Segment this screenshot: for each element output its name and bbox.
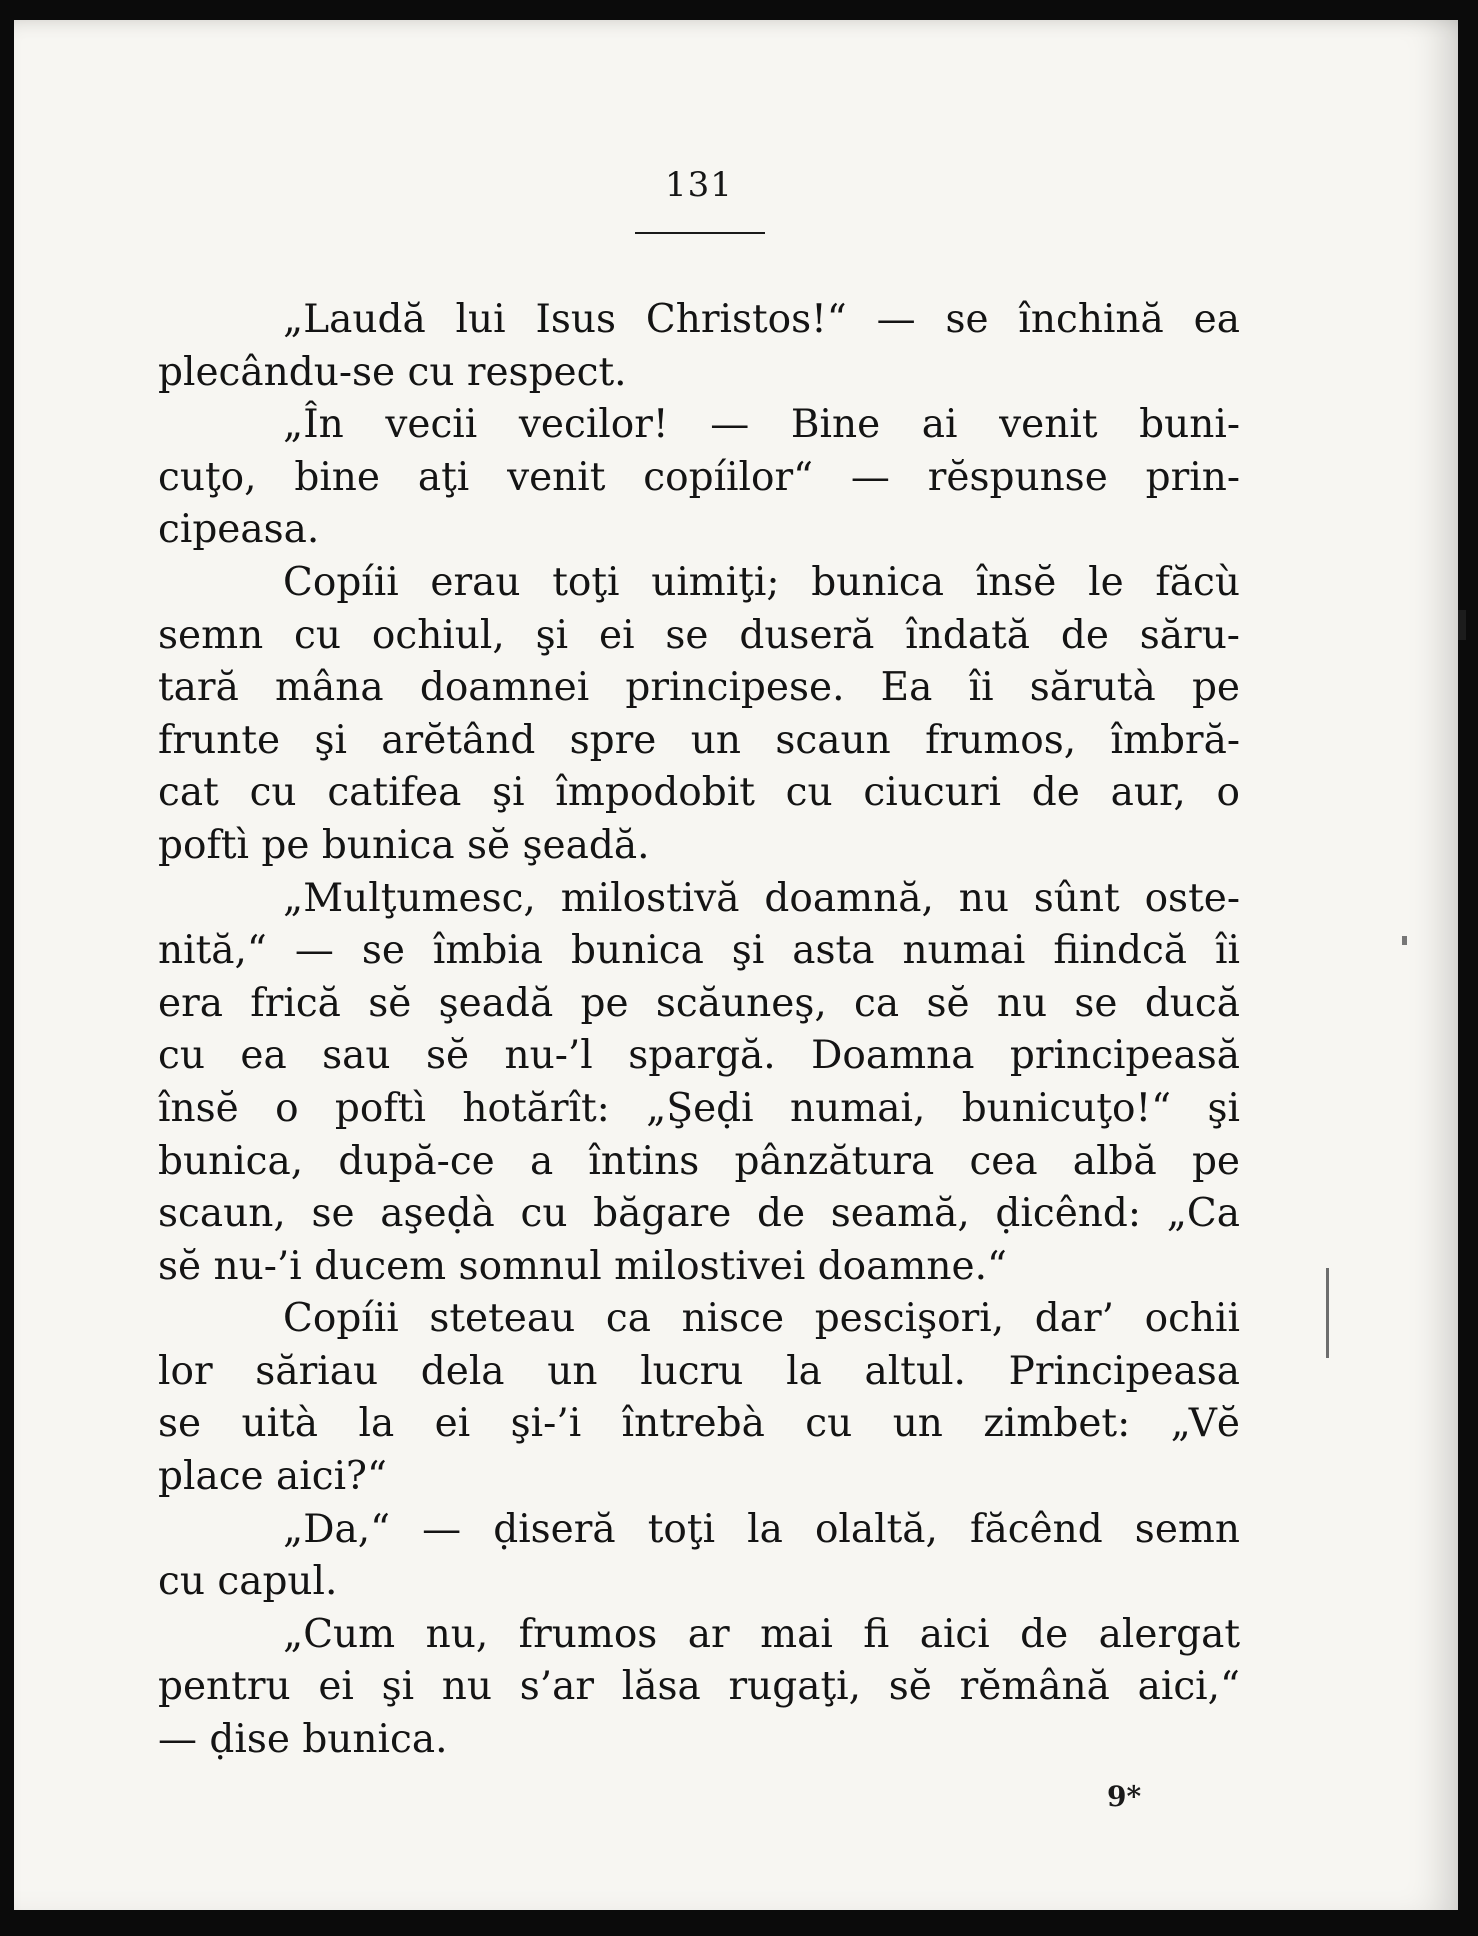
text-line: cu ea sau sĕ nu-’l spargă. Doamna principeasă [158,1033,1240,1079]
text-line: se uità la ei şi-’i întrebà cu un zimbet: „Vĕ [158,1401,1240,1447]
text-line: poftì pe bunica sĕ şeadă. [158,822,650,868]
text-line: semn cu ochiul, şi ei se duseră îndată de săru- [158,612,1240,658]
margin-speck [1458,610,1466,640]
text-line: — ḍise bunica. [158,1717,448,1763]
text-line: Copíii erau toţi uimiţi; bunica însĕ le făcù [283,559,1240,605]
text-line: nită,“ — se îmbia bunica şi asta numai fiindcă îi [158,928,1240,974]
text-line: Copíii steteau ca nisce pescişori, dar’ ochii [283,1296,1240,1342]
text-line: „În vecii vecilor! — Bine ai venit buni- [283,402,1240,448]
text-line: „Mulţumesc, milostivă doamnă, nu sûnt oste- [283,875,1240,921]
body-text [158,294,1240,1767]
text-line: frunte şi arĕtând spre un scaun frumos, îmbră- [158,717,1240,763]
text-line: scaun, se aşeḍà cu băgare de seamă, ḍicênd: „Ca [158,1191,1240,1237]
page-number: 131 [665,165,733,205]
text-line: cu capul. [158,1559,338,1605]
text-line: era frică sĕ şeadă pe scăuneş, ca sĕ nu se ducă [158,980,1240,1026]
text-line: „Laudă lui Isus Christos!“ — se închină ea [283,297,1240,342]
text-line: cuţo, bine aţi venit copíilor“ — rĕspunse prin- [158,454,1240,500]
text-line: place aici?“ [158,1454,387,1500]
text-line: însĕ o poftì hotărît: „Şeḍi numai, bunicuţo!“ şi [158,1085,1240,1131]
text-line: cipeasa. [158,507,320,553]
text-line: pentru ei şi nu s’ar lăsa rugaţi, sĕ rĕmână aici,“ [158,1664,1240,1710]
signature-mark: 9* [1107,1780,1142,1813]
margin-speck [1326,1268,1329,1358]
page-number-rule [635,232,765,234]
margin-speck [1402,936,1407,945]
text-line: sĕ nu-’i ducem somnul milostivei doamne.“ [158,1243,1007,1289]
text-line: cat cu catifea şi împodobit cu ciucuri de aur, o [158,770,1240,816]
text-line: bunica, după-ce a întins pânzătura cea albă pe [158,1138,1240,1184]
text-line: „Cum nu, frumos ar mai fi aici de alergat [283,1611,1240,1657]
text-line: lor săriau dela un lucru la altul. Principeasa [158,1348,1240,1394]
text-line: plecându-se cu respect. [158,349,627,395]
text-line: tară mâna doamnei principese. Ea îi sărutà pe [158,665,1240,711]
text-line: „Da,“ — ḍiseră toţi la olaltă, făcênd semn [283,1506,1240,1552]
book-page [14,20,1458,1910]
